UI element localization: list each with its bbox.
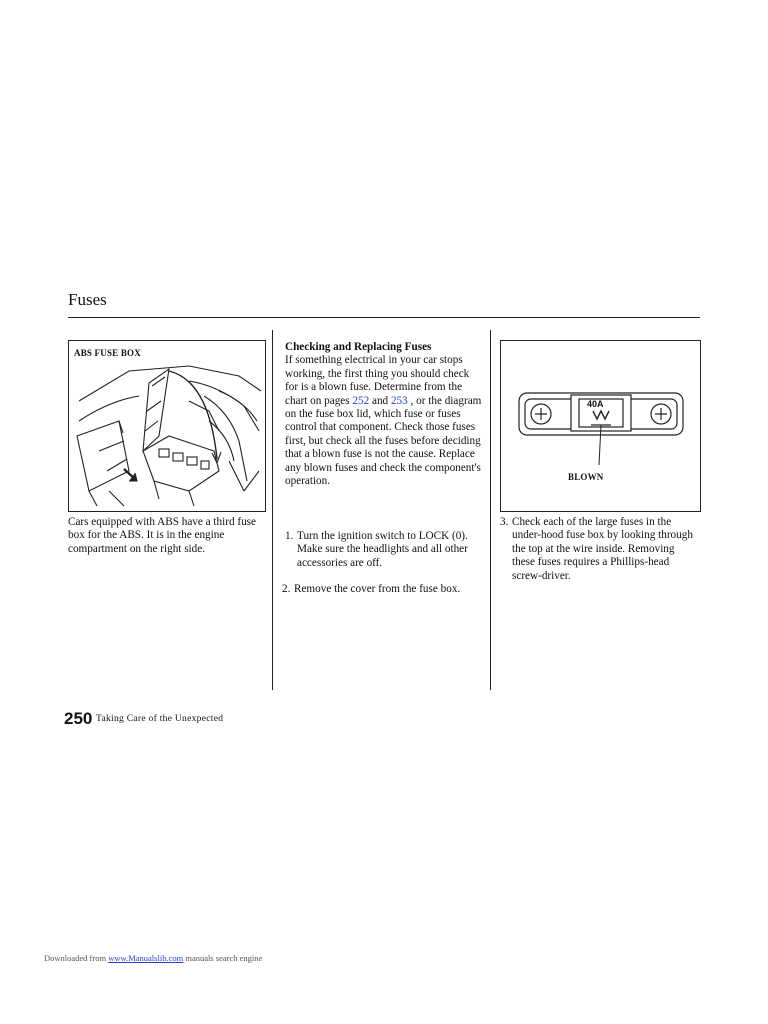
step-3-number: 3. <box>500 516 509 528</box>
engine-illustration <box>69 341 265 511</box>
step-1-text: Turn the ignition switch to LOCK (0). Make sure the headlights and all other accessories are off. <box>297 530 468 569</box>
abs-fuse-box-figure <box>68 340 266 512</box>
footer-prefix: Downloaded from <box>44 953 109 963</box>
footer-suffix: manuals search engine <box>183 953 263 963</box>
chapter-title: Taking Care of the Unexpected <box>96 714 224 724</box>
large-fuse-illustration <box>501 341 700 511</box>
step-1 <box>285 530 480 570</box>
intro-text-b: , or the diagram on the fuse box lid, which fuse or fuses control that component. Check those fuses first, but check all the fuses before deciding that a blown fuse is not the cause. Replace any blown fuses and check the component's operation. <box>285 394 482 488</box>
page-number: 250 <box>64 709 93 728</box>
download-footer <box>44 953 262 963</box>
page-link-252[interactable]: 252 <box>352 394 370 407</box>
section-heading: Checking and Replacing Fuses <box>285 341 432 353</box>
checking-fuses-section <box>285 341 485 488</box>
intro-text-a: If something electrical in your car stops working, the first thing you should check for is a blown fuse. Determine from the chart on pages <box>285 354 470 407</box>
column-divider-2 <box>490 330 491 690</box>
blown-fuse-figure <box>500 340 701 512</box>
abs-description: Cars equipped with ABS have a third fuse box for the ABS. It is in the engine compartment on the right side. <box>68 516 256 555</box>
page-link-253[interactable]: 253 <box>390 394 408 407</box>
step-3-text: Check each of the large fuses in the under-hood fuse box by looking through the top at the wire inside. Removing these fuses requires a Phillips-head screw-driver. <box>512 516 693 582</box>
title-rule <box>68 317 700 318</box>
step-3 <box>500 516 700 583</box>
section-title: Fuses <box>68 290 107 309</box>
step-2 <box>282 583 477 596</box>
manualslib-link[interactable]: www.Manualslib.com <box>108 953 184 963</box>
figure-label-abs-fuse-box: ABS FUSE BOX <box>74 348 141 358</box>
step-2-number: 2. <box>282 583 291 595</box>
step-2-text: Remove the cover from the fuse box. <box>294 583 461 595</box>
column-divider-1 <box>272 330 273 690</box>
step-1-number: 1. <box>285 530 294 542</box>
figure-label-blown: BLOWN <box>568 472 604 482</box>
intro-and: and <box>369 394 391 407</box>
fuse-rating-label: 40A <box>587 399 604 409</box>
